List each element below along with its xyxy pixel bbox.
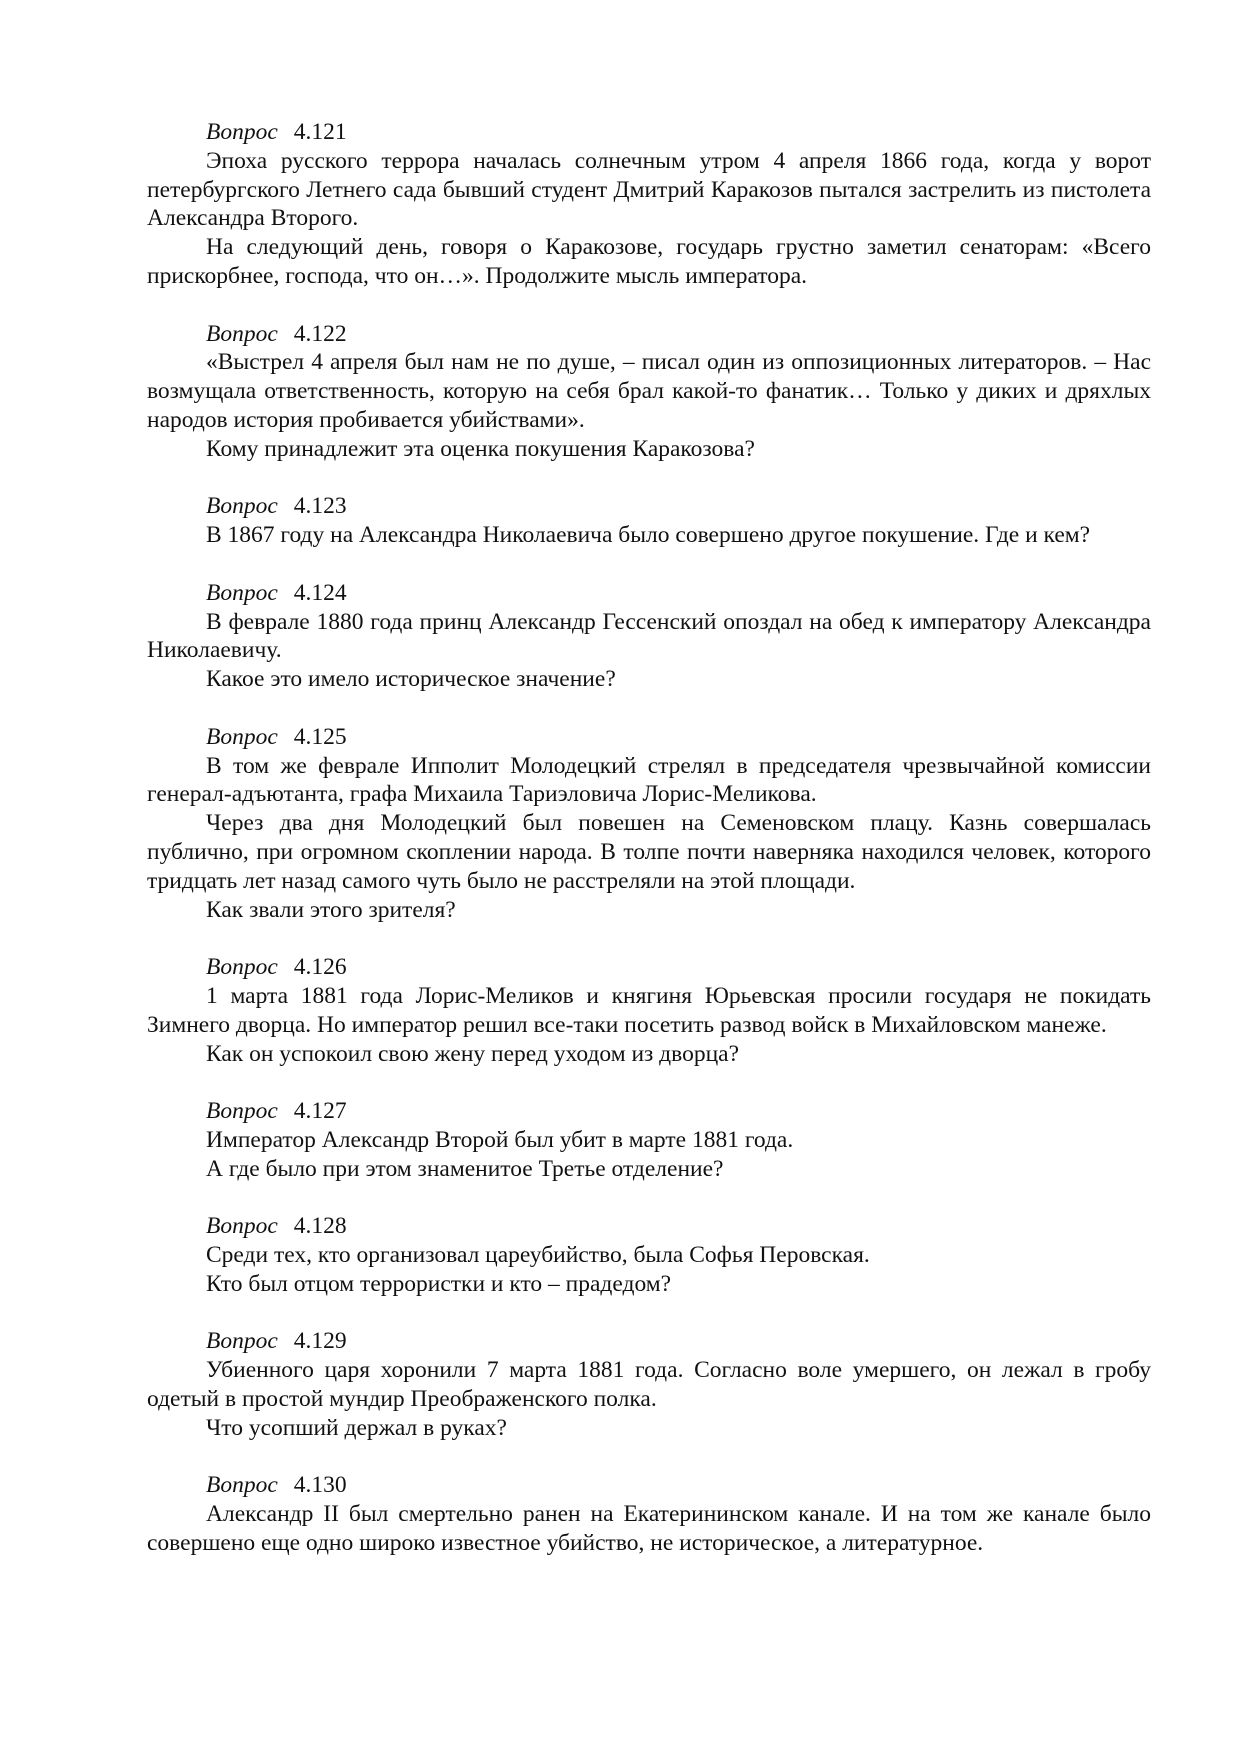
question-label: Вопрос: [206, 1213, 278, 1240]
question-block: [147, 579, 1151, 694]
question-label: Вопрос: [206, 954, 278, 981]
question-paragraph: Что усопший держал в руках?: [206, 1414, 507, 1441]
question-number: 4.130: [293, 1472, 347, 1499]
question-paragraph: Кто был отцом террористки и кто – прадедом?: [206, 1270, 672, 1297]
question-label: Вопрос: [206, 579, 278, 606]
question-paragraph: Убиенного царя хоронили 7 марта 1881 года. Согласно воле умершего, он лежал в гробу одетый в простой мундир Преображенского полка.: [147, 1357, 1151, 1413]
question-heading: [147, 1327, 1151, 1356]
question-paragraph: В феврале 1880 года принц Александр Гессенский опоздал на обед к императору Александра Николаевичу.: [147, 608, 1151, 664]
question-paragraph: Среди тех, кто организовал цареубийство, была Софья Перовская.: [206, 1242, 870, 1269]
question-heading: [147, 492, 1151, 521]
question-label: Вопрос: [206, 1328, 278, 1355]
question-heading: [147, 1097, 1151, 1126]
question-number: 4.125: [293, 723, 347, 750]
question-heading: [147, 953, 1151, 982]
question-number: 4.126: [293, 954, 347, 981]
question-block: [147, 1212, 1151, 1298]
question-paragraph: 1 марта 1881 года Лорис-Меликов и княгиня Юрьевская просили государя не покидать Зимнего дворца. Но император решил все-таки посетить развод войск в Михайловском манеже.: [147, 982, 1151, 1038]
question-heading: [147, 1212, 1151, 1241]
question-block: [147, 953, 1151, 1068]
question-number: 4.129: [293, 1328, 347, 1355]
question-paragraph: Какое это имело историческое значение?: [206, 666, 616, 693]
question-block: [147, 1327, 1151, 1442]
question-number: 4.123: [293, 493, 347, 520]
question-paragraph: А где было при этом знаменитое Третье отделение?: [206, 1155, 724, 1182]
question-block: [147, 1471, 1151, 1557]
question-heading: [147, 579, 1151, 608]
question-paragraph: Как звали этого зрителя?: [206, 896, 456, 923]
question-label: Вопрос: [206, 493, 278, 520]
question-paragraph: Кому принадлежит эта оценка покушения Каракозова?: [206, 435, 755, 462]
question-number: 4.121: [293, 119, 347, 145]
question-paragraph: На следующий день, говоря о Каракозове, государь грустно заметил сенаторам: «Всего прискорбнее, господа, что он…». Продолжите мысль императора.: [147, 234, 1151, 289]
question-label: Вопрос: [206, 1472, 278, 1499]
question-paragraph: В 1867 году на Александра Николаевича было совершено другое покушение. Где и кем?: [206, 522, 1091, 549]
question-block: [147, 492, 1151, 550]
question-block: [147, 320, 1151, 464]
question-block: [147, 1097, 1151, 1183]
question-heading: [147, 118, 1151, 147]
question-label: Вопрос: [206, 320, 278, 347]
question-heading: [147, 723, 1151, 752]
question-heading: [147, 1471, 1151, 1500]
question-number: 4.122: [293, 320, 347, 347]
question-block: [147, 723, 1151, 925]
question-block: [147, 118, 1151, 291]
question-label: Вопрос: [206, 1098, 278, 1125]
document-page: [147, 118, 1151, 1587]
question-paragraph: Эпоха русского террора началась солнечным утром 4 апреля 1866 года, когда у ворот петербургского Летнего сада бывший студент Дмитрий Каракозов пытался застрелить из пистолета Александра Второго.: [147, 147, 1151, 232]
question-paragraph: Через два дня Молодецкий был повешен на Семеновском плацу. Казнь совершалась публично, при огромном скоплении народа. В толпе почти наверняка находился человек, которого тридцать лет назад самого чуть было не расстреляли на этой площади.: [147, 810, 1151, 894]
question-paragraph: Как он успокоил свою жену перед уходом из дворца?: [206, 1040, 740, 1067]
question-number: 4.124: [293, 579, 347, 606]
question-paragraph: Александр II был смертельно ранен на Екатерининском канале. И на том же канале было совершено еще одно широко известное убийство, не историческое, а литературное.: [147, 1501, 1151, 1557]
question-number: 4.128: [293, 1213, 347, 1240]
question-paragraph: Император Александр Второй был убит в марте 1881 года.: [206, 1126, 794, 1153]
question-paragraph: В том же феврале Ипполит Молодецкий стрелял в председателя чрезвычайной комиссии генерал-адъютанта, графа Михаила Тариэловича Лорис-Меликова.: [147, 752, 1151, 808]
question-heading: [147, 320, 1151, 349]
question-paragraph: «Выстрел 4 апреля был нам не по душе, – писал один из оппозиционных литераторов. – Нас возмущала ответственность, которую на себя брал какой-то фанатик… Только у диких и дряхлых народов история пробивается убийствами».: [147, 349, 1151, 433]
question-label: Вопрос: [206, 723, 278, 750]
question-number: 4.127: [293, 1098, 347, 1125]
question-label: Вопрос: [206, 119, 278, 145]
